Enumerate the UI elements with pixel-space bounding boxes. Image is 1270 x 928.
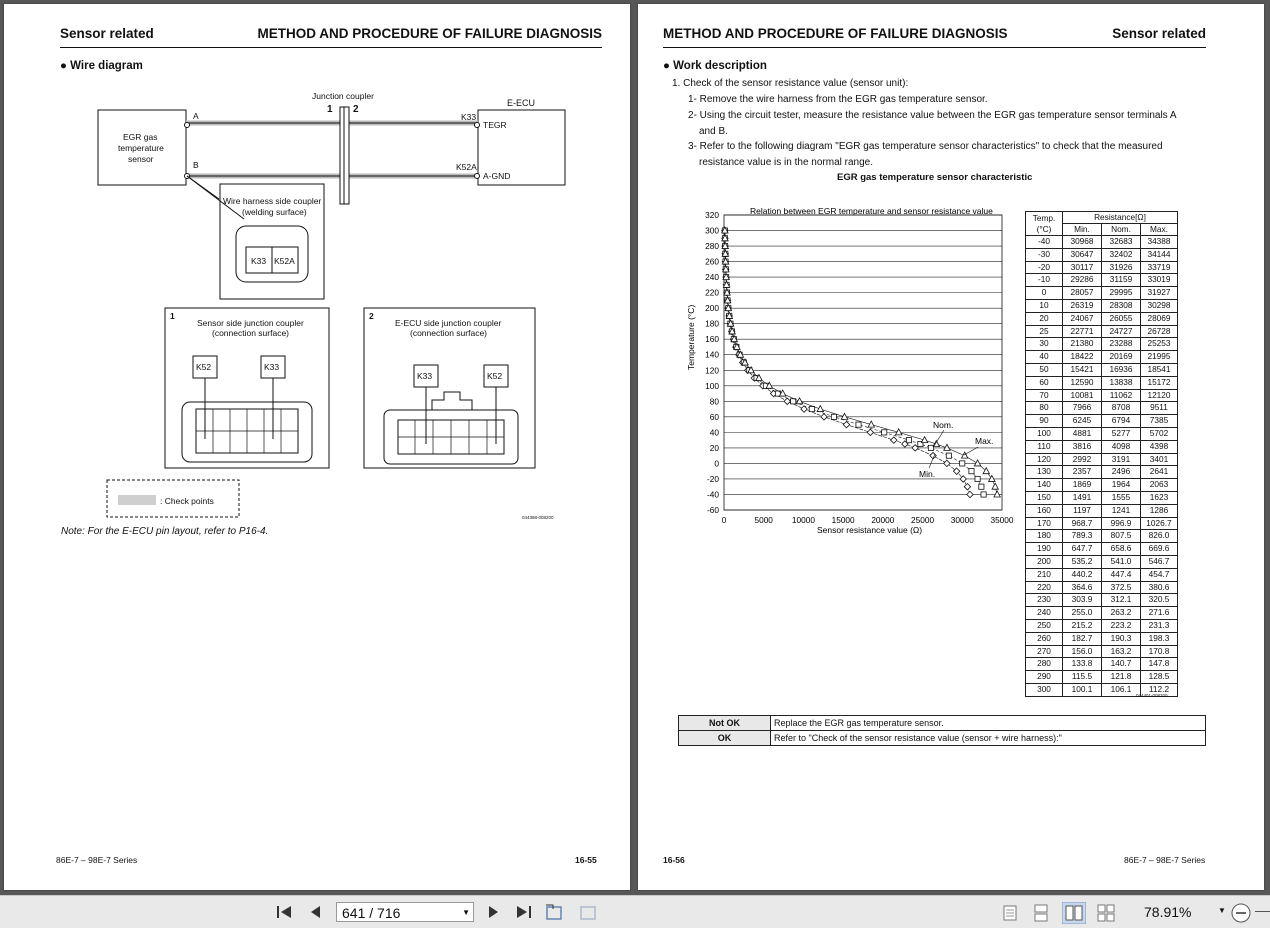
y-tick-label: 300 <box>705 225 719 236</box>
fit-width-icon[interactable] <box>578 903 600 921</box>
data-point-max <box>817 406 823 412</box>
x-axis-label: Sensor resistance value (Ω) <box>817 525 923 535</box>
table-row: 160 1197 1241 1286 <box>1026 504 1178 517</box>
table-row: 230 303.9 312.1 320.5 <box>1026 594 1178 607</box>
step-1-1: 1- Remove the wire harness from the EGR gas temperature sensor. <box>688 94 988 105</box>
table-row: 60 12590 13838 15172 <box>1026 376 1178 389</box>
svg-text:(welding surface): (welding surface) <box>242 207 307 217</box>
table-row: 240 255.0 263.2 271.6 <box>1026 607 1178 620</box>
table-row: 260 182.7 190.3 198.3 <box>1026 632 1178 645</box>
first-page-icon[interactable] <box>275 904 295 920</box>
x-tick-label: 0 <box>721 515 727 525</box>
table-row: 70 10081 11062 12120 <box>1026 389 1178 402</box>
data-point-min <box>821 414 827 420</box>
svg-text:E-ECU side junction coupler: E-ECU side junction coupler <box>395 318 502 328</box>
y-tick-label: -20 <box>707 473 719 484</box>
svg-text:temperature: temperature <box>118 143 164 153</box>
figure-title: EGR gas temperature sensor characteristic <box>837 172 1033 183</box>
svg-text:1: 1 <box>327 104 333 115</box>
data-point-nom <box>946 453 951 458</box>
data-point-max <box>983 468 989 474</box>
left-footer-series: 86E-7 – 98E-7 Series <box>56 855 138 865</box>
data-point-nom <box>979 484 984 489</box>
y-tick-label: -60 <box>707 505 719 515</box>
table-row: 250 215.2 223.2 231.3 <box>1026 619 1178 632</box>
data-point-min <box>967 491 973 497</box>
x-tick-label: 25000 <box>911 515 935 525</box>
data-point-nom <box>960 461 965 466</box>
table-row: 180 789.3 807.5 826.0 <box>1026 530 1178 543</box>
table-row: 290 115.5 121.8 128.5 <box>1026 671 1178 684</box>
right-footer-series: 86E-7 – 98E-7 Series <box>1124 855 1206 865</box>
y-tick-label: 180 <box>705 318 719 329</box>
ecu-label: E-ECU <box>507 98 536 108</box>
svg-text:Wire harness side coupler: Wire harness side coupler <box>223 196 322 206</box>
zoom-level[interactable]: 78.91% <box>1144 904 1192 920</box>
svg-text:2: 2 <box>369 311 374 321</box>
step-1-3: 3- Refer to the following diagram "EGR gas temperature sensor characteristics" to check that the measured <box>688 141 1163 152</box>
table-row: 100 4881 5277 5702 <box>1026 427 1178 440</box>
y-tick-label: 240 <box>705 272 719 283</box>
table-row: 130 2357 2496 2641 <box>1026 466 1178 479</box>
step-1: 1. Check of the sensor resistance value (sensor unit): <box>672 78 909 89</box>
data-point-nom <box>882 430 887 435</box>
y-tick-label: 60 <box>709 411 719 422</box>
y-tick-label: 280 <box>705 241 719 252</box>
table-row: 30 21380 23288 25253 <box>1026 338 1178 351</box>
data-point-nom <box>831 414 836 419</box>
data-point-min <box>801 406 807 412</box>
svg-text:K33: K33 <box>417 371 433 381</box>
zoom-slider[interactable] <box>1255 911 1270 912</box>
table-row: 150 1491 1555 1623 <box>1026 491 1178 504</box>
data-point-max <box>796 398 802 404</box>
table-row: 210 440.2 447.4 454.7 <box>1026 568 1178 581</box>
work-description-heading: ● Work description <box>663 60 767 72</box>
chart-title: Relation between EGR temperature and sensor resistance value <box>750 206 993 216</box>
data-point-min <box>784 398 790 404</box>
chevron-down-icon[interactable]: ▼ <box>462 908 470 917</box>
left-page-number: 16-55 <box>575 855 597 865</box>
x-tick-label: 20000 <box>871 515 895 525</box>
right-header-title: Sensor related <box>1112 26 1206 41</box>
two-page-view-icon[interactable] <box>1062 902 1086 924</box>
check-point-swatch <box>118 495 156 505</box>
svg-text:Sensor side junction coupler: Sensor side junction coupler <box>197 318 304 328</box>
legend-label: : Check points <box>160 496 214 506</box>
table-row: 20 24067 26055 28069 <box>1026 312 1178 325</box>
svg-text:1: 1 <box>170 311 175 321</box>
y-tick-label: 320 <box>705 210 719 220</box>
table-row: -30 30647 32402 34144 <box>1026 248 1178 261</box>
two-page-continuous-icon[interactable] <box>1096 904 1116 922</box>
step-1-2: 2- Using the circuit tester, measure the resistance value between the EGR gas temperature sensor terminals A <box>688 110 1177 121</box>
svg-text:K52: K52 <box>196 362 212 372</box>
y-axis-label: Temperature (°C) <box>686 304 696 370</box>
x-tick-label: 35000 <box>990 515 1014 525</box>
continuous-view-icon[interactable] <box>1032 904 1050 922</box>
data-point-max <box>989 475 995 481</box>
data-point-min <box>944 460 950 466</box>
page-number-input[interactable]: 641 / 716 ▼ <box>336 902 474 922</box>
y-tick-label: 40 <box>709 427 719 438</box>
svg-text:K33: K33 <box>264 362 280 372</box>
table-row: -10 29286 31159 33019 <box>1026 274 1178 287</box>
svg-text:EGR gas: EGR gas <box>123 132 158 142</box>
pin-layout-note: Note: For the E-ECU pin layout, refer to P16-4. <box>61 526 269 537</box>
zoom-dropdown-icon[interactable]: ▼ <box>1218 906 1226 915</box>
y-tick-label: 120 <box>705 365 719 376</box>
series-line-max <box>725 231 997 495</box>
table-row: 110 3816 4098 4398 <box>1026 440 1178 453</box>
table-row: 140 1869 1964 2063 <box>1026 479 1178 492</box>
previous-page-icon[interactable] <box>308 904 324 920</box>
svg-text:(connection surface): (connection surface) <box>410 328 488 338</box>
left-page <box>4 4 630 890</box>
svg-text:K52A: K52A <box>456 162 477 172</box>
svg-text:(connection surface): (connection surface) <box>212 328 290 338</box>
data-point-nom <box>981 492 986 497</box>
series-line-nom <box>725 231 984 495</box>
data-point-min <box>912 445 918 451</box>
resistance-table: Temp. (°C) Resistance[Ω] Min. Nom. Max. -40 30968 32683 34388 -30 30647 32402 34144 -20 30117 31926 33719 -10 29286 31159 33019 0 28057 29995 31927 10 26319 28308 30298 20 24067 26055 28069 25 22771 24727 26728 30 21380 23288 25253 40 18422 20169 21995 50 15421 16936 18541 60 12590 13838 15172 70 10081 11062 12120 80 7966 8708 9511 90 6245 6794 7385 100 4881 5277 5702 110 3816 4098 4398 120 2992 3191 3401 130 2357 2496 2641 140 1869 1964 2063 150 1491 1555 1623 160 1197 1241 1286 170 968.7 996.9 1026.7 180 789.3 807.5 826.0 190 647.7 658.6 669.6 200 535.2 541.0 546.7 210 440.2 447.4 454.7 220 364.6 372.5 380.6 230 303.9 312.1 320.5 240 255.0 263.2 271.6 250 215.2 223.2 231.3 260 182.7 190.3 198.3 270 156.0 163.2 170.8 280 133.8 140.7 147.8 290 115.5 121.8 128.5 300 100.1 106.1 112.2 <box>1025 211 1178 697</box>
right-page: METHOD AND PROCEDURE OF FAILURE DIAGNOSIS Sensor related ● Work description 1. Check of the sensor resistance value (sensor unit): 1- Remove the wire harness from the EGR gas temperature sensor. 2- Using the circuit tester, measure the resistance value between the EGR gas temperature sensor terminals A and B. 3- Refer to the following diagram "EGR gas temperature sensor characteristics" to check that the measured resistance value is in the normal range. EGR gas temperature sensor characteristic Relation between EGR temperature and sensor resistance value 320 300 280 260 240 220 200 180 160 140 120 100 80 60 40 20 0 -20 -40 -60 0 5000 10000 15000 20000 25000 30000 35000 Temperature (°C) Sensor resistance value (Ω) Nom. Max. Min. Temp. (°C) Resistance[Ω] Min. Nom. Max. -40 30968 32683 34388 -30 30647 32402 34144 -20 30117 31926 33719 -10 29286 31159 33019 0 28057 29995 31927 10 26319 28308 30298 20 24067 26055 28069 25 22771 24727 26728 30 21380 23288 25253 40 18422 20169 21995 50 15421 16936 18541 60 12590 13838 15172 70 10081 11062 12120 80 7966 8708 9511 90 6245 6794 7385 100 4881 5277 5702 110 3816 4098 4398 120 2992 3191 3401 130 2357 2496 2641 140 1869 1964 2063 150 1491 1555 1623 160 1197 1241 1286 170 968.7 996.9 1026.7 180 789.3 807.5 826.0 190 647.7 658.6 669.6 200 535.2 541.0 546.7 210 440.2 447.4 454.7 220 364.6 372.5 380.6 230 303.9 312.1 320.5 240 255.0 263.2 271.6 250 215.2 223.2 231.3 260 182.7 190.3 198.3 270 156.0 163.2 170.8 280 133.8 140.7 147.8 290 115.5 121.8 128.5 300 100.1 106.1 112.2 044401-008200 Not OK Replace the EGR gas temperature sensor. OK Refer to "Check of the sensor resistance value (sensor + wire harness):" 16-56 86E-7 – 98E-7 Series <box>638 4 1264 890</box>
data-point-nom <box>809 406 814 411</box>
data-point-max <box>994 491 1000 497</box>
table-row: 200 535.2 541.0 546.7 <box>1026 555 1178 568</box>
left-header-method: METHOD AND PROCEDURE OF FAILURE DIAGNOSIS <box>257 26 602 41</box>
data-point-nom <box>928 445 933 450</box>
left-header-title: Sensor related <box>60 26 154 41</box>
right-header-method: METHOD AND PROCEDURE OF FAILURE DIAGNOSIS <box>663 26 1008 41</box>
table-row: 270 156.0 163.2 170.8 <box>1026 645 1178 658</box>
table-row: OK Refer to "Check of the sensor resistance value (sensor + wire harness):" <box>679 731 1206 746</box>
table-row: 90 6245 6794 7385 <box>1026 415 1178 428</box>
y-tick-label: 0 <box>714 458 719 469</box>
y-tick-label: 80 <box>709 396 719 407</box>
data-point-nom <box>906 438 911 443</box>
svg-text:2: 2 <box>353 104 359 115</box>
svg-text:K52A: K52A <box>274 256 295 266</box>
data-point-max <box>974 460 980 466</box>
table-row: 40 18422 20169 21995 <box>1026 351 1178 364</box>
result-table <box>678 715 1206 746</box>
data-point-min <box>843 421 849 427</box>
data-point-min <box>964 484 970 490</box>
table-row: 190 647.7 658.6 669.6 <box>1026 543 1178 556</box>
wire-diagram <box>4 4 630 544</box>
data-point-max <box>992 483 998 489</box>
table-row: 80 7966 8708 9511 <box>1026 402 1178 415</box>
data-point-nom <box>969 469 974 474</box>
y-tick-label: -40 <box>707 489 719 500</box>
data-point-min <box>867 429 873 435</box>
wire-diagram-heading: ● Wire diagram <box>60 60 143 72</box>
nom-annotation: Nom. <box>933 420 954 430</box>
x-tick-label: 30000 <box>950 515 974 525</box>
svg-text:A-GND: A-GND <box>483 171 511 181</box>
table-row: 170 968.7 996.9 1026.7 <box>1026 517 1178 530</box>
table-row: -40 30968 32683 34388 <box>1026 236 1178 249</box>
x-tick-label: 5000 <box>754 515 773 525</box>
junction-coupler-label: Junction coupler <box>312 91 374 101</box>
header-rule <box>663 47 1206 48</box>
table-row: 50 15421 16936 18541 <box>1026 363 1178 376</box>
max-annotation: Max. <box>975 436 994 446</box>
data-point-nom <box>856 422 861 427</box>
table-row: -20 30117 31926 33719 <box>1026 261 1178 274</box>
table-row: 10 26319 28308 30298 <box>1026 299 1178 312</box>
table-row: 25 22771 24727 26728 <box>1026 325 1178 338</box>
min-annotation: Min. <box>919 469 936 479</box>
y-tick-label: 140 <box>705 349 719 360</box>
table-row: 220 364.6 372.5 380.6 <box>1026 581 1178 594</box>
zoom-out-icon[interactable] <box>1230 902 1252 924</box>
svg-text:K33: K33 <box>461 112 477 122</box>
last-page-icon[interactable] <box>513 904 533 920</box>
right-page-number: 16-56 <box>663 855 685 865</box>
table-row: 0 28057 29995 31927 <box>1026 287 1178 300</box>
single-page-view-icon[interactable] <box>1001 904 1019 922</box>
y-tick-label: 200 <box>705 303 719 314</box>
viewer-toolbar <box>0 895 1270 928</box>
svg-text:sensor: sensor <box>128 154 154 164</box>
y-tick-label: 100 <box>705 380 719 391</box>
resistance-chart <box>682 200 1022 540</box>
svg-text:A: A <box>193 111 199 121</box>
table-row: 300 100.1 106.1 112.2 <box>1026 683 1178 696</box>
x-tick-label: 15000 <box>831 515 855 525</box>
table-row: 120 2992 3191 3401 <box>1026 453 1178 466</box>
fit-page-icon[interactable] <box>544 903 566 921</box>
next-page-icon[interactable] <box>485 904 501 920</box>
svg-text:TEGR: TEGR <box>483 120 507 130</box>
svg-text:B: B <box>193 160 199 170</box>
data-point-min <box>953 468 959 474</box>
table-row: Not OK Replace the EGR gas temperature sensor. <box>679 716 1206 731</box>
y-tick-label: 220 <box>705 287 719 298</box>
x-tick-label: 10000 <box>791 515 815 525</box>
y-tick-label: 160 <box>705 334 719 345</box>
y-tick-label: 20 <box>709 442 719 453</box>
svg-text:K52: K52 <box>487 371 503 381</box>
data-point-nom <box>975 476 980 481</box>
svg-text:K33: K33 <box>251 256 267 266</box>
table-row: 280 133.8 140.7 147.8 <box>1026 658 1178 671</box>
svg-text:044388-008200: 044388-008200 <box>522 515 554 520</box>
data-point-min <box>891 437 897 443</box>
y-tick-label: 260 <box>705 256 719 267</box>
